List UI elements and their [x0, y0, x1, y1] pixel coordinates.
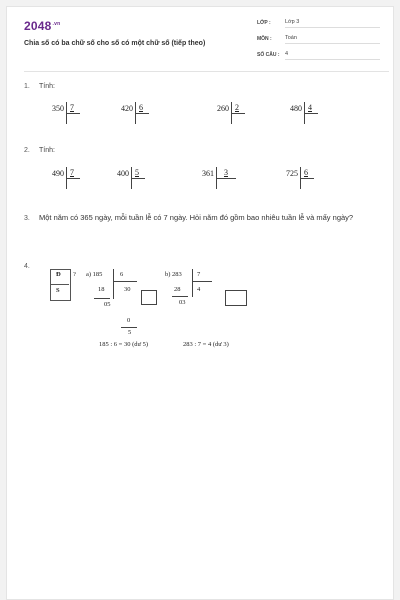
part-b-answer-box[interactable]: [225, 290, 247, 306]
true-label: Đ: [56, 271, 61, 278]
part-a-divisor: 6: [120, 271, 124, 278]
meta-count-label: SỐ CÂU :: [257, 52, 280, 58]
part-a-horizontal-bar: [113, 281, 137, 282]
meta-class-label: LỚP :: [257, 20, 271, 26]
false-label: S: [56, 287, 60, 294]
q4-number: 4.: [24, 263, 30, 270]
part-a-zero-underline: [121, 327, 137, 328]
q3-number: 3.: [24, 215, 30, 222]
question-mark: ?: [73, 271, 76, 278]
part-b-vertical-bar: [192, 269, 193, 297]
site-logo[interactable]: $2048^{.vn}$: [24, 19, 61, 33]
header-divider: [24, 71, 389, 72]
part-b-horizontal-bar: [192, 281, 212, 282]
worksheet-page: $2048^{.vn}$ Chia số có ba chữ số cho số có một chữ số (tiếp theo) LỚP : Lớp 3 MÔN : Toán SỐ CÂU : 4 1. Tính: 350 7 420 6 260 2 480 4 2. Tính: 490 7 400 5 361 3 725 6 3. Một năm có 365 ngày, mỗi tuần lễ có 7 ngày. Hỏi năm đó gồm bao nhiêu tuần lễ và mấy ngày? 4. Đ S ? a) 185 6 18 30 05 0 5 185 : 6 = 30 (dư 5) b) 283 7 28 4 03 283 : 7 = 4 (dư 3): [6, 6, 394, 600]
part-b-label: b) 283: [165, 271, 182, 278]
part-b-quotient: 4: [197, 286, 201, 293]
q2-number: 2.: [24, 147, 30, 154]
q1-label: Tính:: [39, 83, 55, 90]
part-a-remainder-line: 05: [104, 301, 111, 308]
part-a-result: 185 : 6 = 30 (dư 5): [99, 341, 149, 348]
meta-class-value: Lớp 3: [285, 19, 380, 28]
part-b-result: 283 : 7 = 4 (dư 3): [183, 341, 229, 348]
part-a-step1: 18: [98, 286, 105, 293]
q3-text: Một năm có 365 ngày, mỗi tuần lễ có 7 ngày. Hỏi năm đó gồm bao nhiêu tuần lễ và mấy ngày?: [39, 213, 354, 222]
q1-number: 1.: [24, 83, 30, 90]
meta-count-value: 4: [285, 51, 380, 60]
part-b-remainder-line: 03: [179, 299, 186, 306]
meta-subject-value: Toán: [285, 35, 380, 44]
part-a-quotient: 30: [124, 286, 131, 293]
part-b-step1-underline: [172, 296, 188, 297]
q2-label: Tính:: [39, 147, 55, 154]
true-false-divider: [50, 284, 69, 285]
part-a-step1-underline: [94, 298, 110, 299]
worksheet-title: Chia số có ba chữ số cho số có một chữ số (tiếp theo): [24, 40, 206, 47]
part-a-zero: 0: [127, 317, 131, 324]
part-a-final-remainder: 5: [128, 329, 132, 336]
part-a-answer-box[interactable]: [141, 290, 157, 305]
part-b-divisor: 7: [197, 271, 201, 278]
part-a-vertical-bar: [113, 269, 114, 299]
part-b-step1: 28: [174, 286, 181, 293]
meta-subject-label: MÔN :: [257, 36, 272, 42]
part-a-label: a) 185: [86, 271, 103, 278]
